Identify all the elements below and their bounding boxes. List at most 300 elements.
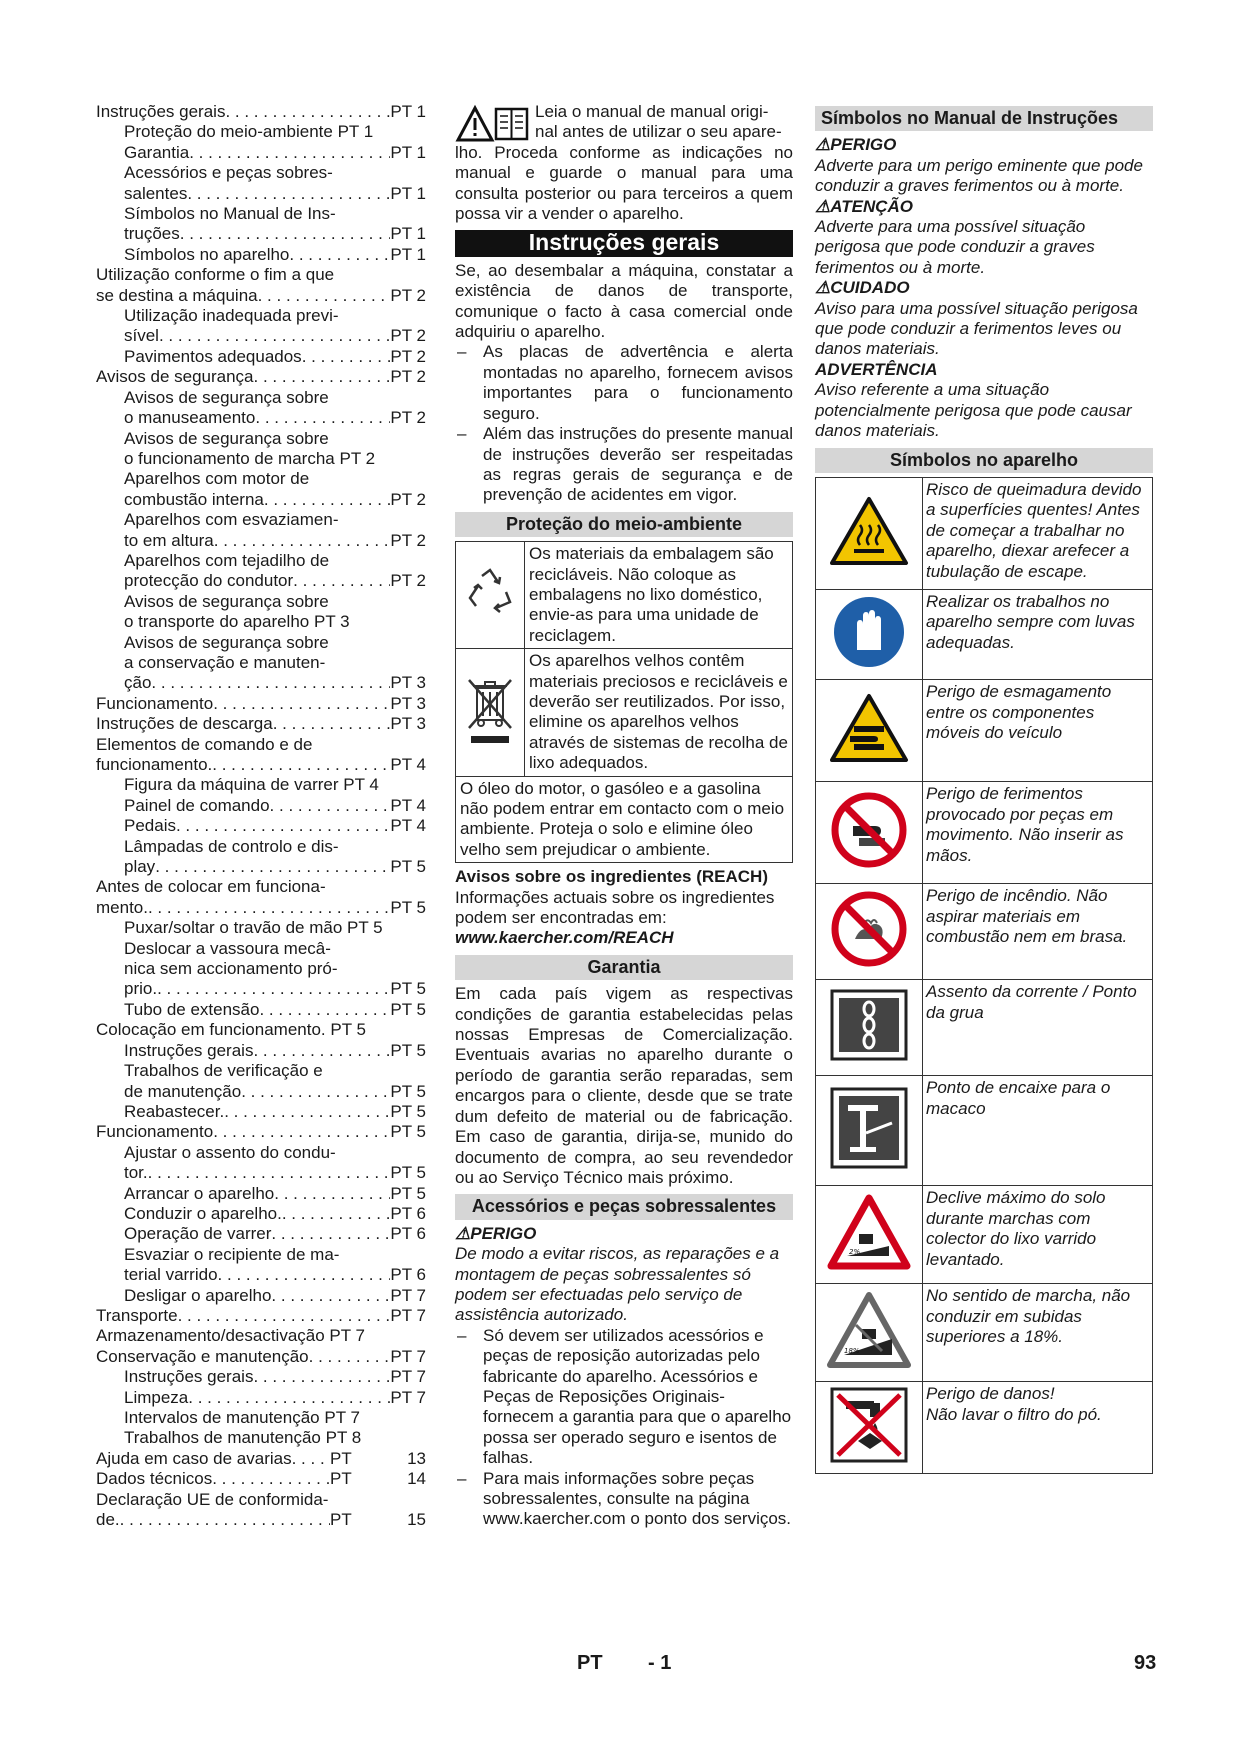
toc-entry[interactable]	[96, 1041, 426, 1061]
footer-language: PT	[577, 1652, 603, 1674]
table-row	[456, 542, 793, 649]
toc-entry[interactable]	[96, 1245, 426, 1265]
toc-entry-text: Limpeza	[124, 1387, 189, 1407]
toc-entry-page: PT 5	[390, 897, 426, 917]
toc-dot-leader	[189, 143, 390, 163]
manual-note-line1: Leia o manual de manual origi-	[535, 102, 769, 121]
toc-entry-page: PT 5	[347, 918, 383, 938]
toc-entry-text: Instruções de descarga	[96, 714, 273, 734]
toc-entry-text: Declaração UE de conformida-	[96, 1489, 329, 1509]
section-heading-manual-symbols: Símbolos no Manual de Instruções	[815, 106, 1153, 131]
toc-entry-page: PT	[330, 1448, 352, 1468]
toc-entry[interactable]	[96, 898, 426, 918]
reach-text: Informações actuais sobre os ingredientes podem ser encontradas em:	[455, 887, 775, 928]
toc-entry[interactable]	[96, 1306, 426, 1326]
toc-entry[interactable]	[96, 877, 426, 897]
toc-entry-text: Pedais	[124, 816, 176, 836]
device-symbol-text: Ponto de encaixe para o macaco	[923, 1076, 1153, 1186]
toc-entry-text: Conservação e manutenção	[96, 1346, 309, 1366]
toc-entry-text: Símbolos no Manual de Ins-	[124, 204, 336, 224]
symbol-title-caution: ⚠CUIDADO	[815, 278, 910, 298]
footer-page-code: - 1	[648, 1652, 672, 1674]
crushing-hand-warning-icon	[828, 692, 910, 764]
no-hands-icon	[829, 790, 909, 870]
toc-dot-leader	[302, 347, 391, 367]
toc-entry[interactable]	[96, 286, 426, 306]
reach-title: Avisos sobre os ingredientes (REACH)	[455, 867, 768, 887]
environment-text-1: Os materiais da embalagem são recicláveis. Não coloque as embalagens no lixo doméstico, envie-as para uma unidade de reciclagem.	[525, 542, 793, 649]
toc-dot-leader	[188, 1388, 390, 1408]
toc-entry-text: Puxar/soltar o travão de mão	[124, 918, 343, 938]
symbol-text-caution: Aviso para uma possível situação perigosa que pode conduzir a ferimentos leves ou danos materiais.	[815, 298, 1138, 359]
toc-entry[interactable]	[96, 122, 426, 142]
toc-entry-text: sível	[124, 326, 159, 346]
toc-dot-leader	[259, 1000, 390, 1020]
toc-entry[interactable]	[96, 1469, 426, 1489]
toc-entry[interactable]	[96, 673, 426, 693]
section-heading-general: Instruções gerais	[455, 230, 793, 256]
toc-entry[interactable]	[96, 1143, 426, 1163]
toc-entry[interactable]	[96, 1020, 426, 1040]
toc-entry-text: Trabalhos de manutenção	[124, 1428, 321, 1448]
toc-entry[interactable]	[96, 1102, 426, 1122]
toc-entry[interactable]	[96, 429, 426, 449]
table-row	[816, 1382, 1153, 1474]
toc-entry-page: PT 5	[390, 857, 426, 877]
toc-entry-text: to em altura	[124, 530, 214, 550]
toc-entry-page: PT 6	[390, 1265, 426, 1285]
toc-entry[interactable]	[96, 1490, 426, 1510]
toc-entry[interactable]	[96, 1388, 426, 1408]
toc-entry-text: terial varrido	[124, 1265, 218, 1285]
toc-entry-text: Conduzir o aparelho.	[124, 1203, 282, 1223]
toc-entry-text: Avisos de segurança sobre	[124, 428, 329, 448]
toc-entry-text: protecção do condutor	[124, 571, 294, 591]
general-intro: Se, ao desembalar a máquina, constatar a existência de danos de transporte, comunique o facto à casa comercial onde adquiriu o aparelho.	[455, 260, 793, 342]
no-washing-filter-icon	[830, 1387, 908, 1463]
toc-entry[interactable]	[96, 1449, 426, 1469]
symbol-title-danger: ⚠PERIGO	[815, 135, 897, 155]
toc-entry-page: PT 5	[390, 999, 426, 1019]
toc-entry[interactable]	[96, 857, 426, 877]
toc-entry-page: PT 7	[390, 1285, 426, 1305]
toc-entry-page: PT 1	[390, 183, 426, 203]
toc-entry[interactable]	[96, 388, 426, 408]
list-item: – Para mais informações sobre peças sobressalentes, consulte na página www.kaercher.com o ponto dos serviços.	[457, 1468, 792, 1529]
toc-entry-text: a conservação e manuten-	[124, 652, 326, 672]
table-row	[816, 884, 1153, 980]
toc-entry-page: PT 2	[390, 571, 426, 591]
toc-entry-page: PT 2	[390, 408, 426, 428]
toc-entry-text: Pavimentos adequados	[124, 346, 302, 366]
toc-entry-text: Desligar o aparelho	[124, 1285, 272, 1305]
toc-entry-text: Lâmpadas de controlo e dis-	[124, 836, 339, 856]
table-row	[816, 477, 1153, 589]
toc-entry[interactable]	[96, 1408, 426, 1428]
toc-entry-text: Instruções gerais	[124, 1040, 254, 1060]
toc-entry-page-number: 13	[407, 1448, 426, 1468]
toc-entry[interactable]	[96, 714, 426, 734]
toc-dot-leader	[214, 531, 391, 551]
toc-entry-text: salentes	[124, 183, 188, 203]
toc-entry-page: PT 7	[390, 1305, 426, 1325]
toc-entry-text: o manuseamento	[124, 408, 256, 428]
toc-entry-text: Símbolos no aparelho	[124, 244, 290, 264]
table-row	[816, 1186, 1153, 1284]
toc-entry-page: PT 1	[390, 224, 426, 244]
toc-entry[interactable]	[96, 1082, 426, 1102]
toc-entry[interactable]	[96, 775, 426, 795]
toc-entry-page: PT 3	[390, 693, 426, 713]
toc-entry-page: PT 7	[390, 1387, 426, 1407]
toc-entry[interactable]	[96, 735, 426, 755]
toc-entry-page: PT 1	[390, 102, 426, 121]
toc-entry-page: PT 7	[390, 1367, 426, 1387]
toc-entry-text: Acessórios e peças sobres-	[124, 163, 333, 183]
toc-entry-text: Avisos de segurança sobre	[124, 387, 329, 407]
toc-dot-leader	[180, 224, 391, 244]
toc-dot-leader	[253, 1367, 390, 1387]
toc-entry[interactable]	[96, 490, 426, 510]
toc-dot-leader	[271, 1286, 390, 1306]
danger-text: De modo a evitar riscos, as reparações e a montagem de peças sobressalentes só podem ser efectuadas pelo serviço de assistência autorizado.	[455, 1244, 780, 1325]
reach-link[interactable]: www.kaercher.com/REACH	[455, 928, 674, 948]
toc-dot-leader	[270, 796, 391, 816]
symbol-text-notice: Aviso referente a uma situação potencialmente perigosa que pode causar danos materiais.	[815, 380, 1132, 441]
toc-entry[interactable]	[96, 1000, 426, 1020]
toc-entry-page: PT 7	[390, 1346, 426, 1366]
toc-entry-page: PT 5	[390, 1122, 426, 1142]
table-row	[816, 589, 1153, 679]
toc-entry-text: Trabalhos de verificação e	[124, 1061, 323, 1081]
toc-dot-leader	[218, 1265, 391, 1285]
toc-entry-text: o funcionamento de marcha	[124, 448, 335, 468]
table-row	[816, 680, 1153, 782]
toc-entry-page: PT 4	[390, 816, 426, 836]
toc-entry-page: PT 1	[390, 142, 426, 162]
toc-dot-leader	[258, 286, 391, 306]
device-symbol-text: Perigo de ferimentos provocado por peças em movimento. Não inserir as mãos.	[923, 782, 1153, 884]
toc-entry[interactable]	[96, 959, 426, 979]
toc-dot-leader	[271, 1224, 390, 1244]
device-symbol-text: No sentido de marcha, não conduzir em subidas superiores a 18%.	[923, 1284, 1153, 1382]
device-symbol-text: Perigo de danos! Não lavar o filtro do pó.	[923, 1382, 1153, 1474]
device-symbol-text: Declive máximo do solo durante marchas com colector do lixo varrido levantado.	[923, 1186, 1153, 1284]
toc-entry[interactable]	[96, 1224, 426, 1244]
table-of-contents	[96, 102, 426, 1530]
toc-entry-page: PT 2	[390, 367, 426, 387]
toc-entry-page: PT 4	[390, 795, 426, 815]
toc-dot-leader	[151, 673, 390, 693]
toc-entry[interactable]	[96, 1428, 426, 1448]
device-symbol-text: Realizar os trabalhos no aparelho sempre com luvas adequadas.	[923, 589, 1153, 679]
symbol-title-warning: ⚠ATENÇÃO	[815, 196, 914, 216]
toc-entry-text: Funcionamento	[96, 693, 214, 713]
device-symbol-text: Risco de queimadura devido a superfícies quentes! Antes de começar a trabalhar no aparelho, diexar arefecer a tubulação de escape.	[923, 477, 1153, 589]
toc-entry-text: combustão interna	[124, 489, 264, 509]
device-symbol-text: Perigo de incêndio. Não aspirar materiais em combustão nem em brasa.	[923, 884, 1153, 980]
jack-point-icon	[830, 1087, 908, 1169]
toc-entry[interactable]	[96, 184, 426, 204]
table-row	[456, 776, 793, 863]
toc-entry-text: Instruções gerais	[124, 1367, 254, 1387]
chain-lift-point-icon	[830, 989, 908, 1061]
toc-entry-page: PT 2	[339, 448, 376, 468]
list-item: – As placas de advertência e alerta montadas no aparelho, fornecem avisos importantes para o funcionamento seguro.	[457, 342, 793, 423]
toc-entry-text: Utilização conforme o fim a que	[96, 265, 335, 285]
toc-dot-leader	[254, 367, 391, 387]
toc-entry-text: Avisos de segurança sobre	[124, 632, 329, 652]
toc-entry[interactable]	[96, 1061, 426, 1081]
toc-entry-text: Intervalos de manutenção	[124, 1408, 320, 1427]
toc-entry-text: Utilização inadequada previ-	[124, 306, 339, 326]
toc-entry-page: PT 3	[390, 714, 426, 734]
toc-entry[interactable]	[96, 653, 426, 673]
toc-entry[interactable]	[96, 1184, 426, 1204]
toc-entry[interactable]	[96, 163, 426, 183]
toc-entry[interactable]	[96, 979, 426, 999]
toc-entry-text: tor.	[124, 1163, 148, 1183]
toc-entry-page: PT 5	[390, 1101, 426, 1121]
toc-dot-leader	[212, 1469, 330, 1489]
toc-entry-text: play	[124, 857, 156, 877]
toc-entry[interactable]	[96, 224, 426, 244]
table-row	[816, 1284, 1153, 1382]
toc-entry-text: nica sem accionamento pró-	[124, 959, 338, 979]
device-symbol-text: Assento da corrente / Ponto da grua	[923, 980, 1153, 1076]
toc-dot-leader	[187, 184, 390, 204]
toc-entry-text: Instruções gerais	[96, 102, 226, 121]
toc-entry[interactable]	[96, 408, 426, 428]
column-right	[815, 102, 1153, 1474]
toc-entry-text: o transporte do aparelho	[124, 612, 310, 632]
toc-entry[interactable]	[96, 245, 426, 265]
toc-entry-text: de.	[96, 1510, 120, 1530]
toc-entry[interactable]	[96, 633, 426, 653]
toc-entry[interactable]	[96, 1286, 426, 1306]
section-heading-environment: Proteção do meio-ambiente	[455, 512, 793, 537]
toc-entry-page: PT 6	[390, 1203, 426, 1223]
toc-entry[interactable]	[96, 1347, 426, 1367]
symbol-text-danger: Adverte para um perigo eminente que pode conduzir a graves ferimentos ou à morte.	[815, 155, 1143, 196]
toc-entry-page: PT 5	[390, 1163, 426, 1183]
toc-entry-page: PT 1	[337, 122, 374, 142]
toc-dot-leader	[148, 1163, 391, 1183]
toc-dot-leader	[178, 1306, 391, 1326]
toc-dot-leader	[157, 979, 390, 999]
toc-entry-text: Colocação em funcionamento.	[96, 1020, 326, 1040]
toc-dot-leader	[273, 714, 391, 734]
section-heading-accessories: Acessórios e peças sobressalentes	[455, 1194, 793, 1219]
toc-dot-leader	[282, 1204, 391, 1224]
toc-entry[interactable]	[96, 1204, 426, 1224]
toc-entry-text: Elementos de comando e de	[96, 734, 313, 754]
toc-entry-text: ção	[124, 673, 152, 693]
toc-dot-leader	[255, 408, 390, 428]
toc-dot-leader	[155, 857, 390, 877]
toc-entry-page: PT 5	[390, 979, 426, 999]
toc-entry[interactable]	[96, 837, 426, 857]
toc-entry[interactable]	[96, 612, 426, 632]
manual-note	[455, 102, 793, 224]
toc-entry-page: PT 7	[324, 1408, 360, 1427]
toc-entry-text: Funcionamento	[96, 1122, 214, 1142]
device-symbols-table	[815, 477, 1153, 1474]
no-uphill-warning-icon	[826, 1291, 912, 1369]
toc-entry[interactable]	[96, 367, 426, 387]
toc-entry-page: PT 7	[329, 1326, 366, 1346]
toc-entry-text: truções	[124, 224, 180, 244]
toc-dot-leader	[213, 1122, 390, 1142]
symbol-text-warning: Adverte para uma possível situação perigosa que pode conduzir a graves ferimentos ou à morte.	[815, 217, 1095, 277]
symbol-title-notice: ADVERTÊNCIA	[815, 359, 938, 379]
toc-dot-leader	[253, 1041, 390, 1061]
hot-surface-warning-icon	[828, 495, 910, 567]
toc-entry-text: Dados técnicos	[96, 1469, 213, 1489]
toc-entry[interactable]	[96, 1326, 426, 1346]
toc-entry-text: se destina a máquina	[96, 285, 258, 305]
manual-note-text: lho. Proceda conforme as indicações no manual e guarde o manual para uma consulta posterior ou para terceiros a quem possa vir a vender o aparelho.	[455, 142, 793, 224]
toc-entry-page-number: 15	[407, 1510, 426, 1530]
recycle-icon	[464, 566, 516, 618]
toc-entry[interactable]	[96, 592, 426, 612]
toc-entry[interactable]	[96, 1265, 426, 1285]
column-middle	[455, 102, 793, 1530]
toc-dot-leader	[292, 1449, 330, 1469]
toc-entry-text: funcionamento.	[96, 755, 213, 774]
toc-entry[interactable]	[96, 816, 426, 836]
toc-dot-leader	[309, 1347, 391, 1367]
toc-entry[interactable]	[96, 1163, 426, 1183]
table-row	[816, 782, 1153, 884]
toc-entry-text: prio.	[124, 979, 158, 999]
toc-entry[interactable]	[96, 469, 426, 489]
footer-page-number: 93	[1134, 1652, 1157, 1674]
toc-entry-text: Proteção do meio-ambiente	[124, 122, 333, 142]
section-heading-warranty: Garantia	[455, 955, 793, 980]
toc-entry-text: Antes de colocar em funciona-	[96, 877, 326, 897]
toc-entry-text: Ajustar o assento do condu-	[124, 1142, 336, 1162]
table-row	[816, 980, 1153, 1076]
toc-dot-leader	[241, 1082, 390, 1102]
toc-entry-page: PT 2	[390, 489, 426, 509]
toc-entry-text: Aparelhos com tejadilho de	[124, 550, 330, 570]
slope-label: 18%	[844, 1347, 860, 1356]
toc-entry-page: PT 4	[390, 755, 426, 774]
table-row	[816, 1076, 1153, 1186]
toc-entry[interactable]	[96, 571, 426, 591]
manual-note-line2: nal antes de utilizar o seu apare-	[535, 122, 782, 142]
toc-entry[interactable]	[96, 449, 426, 469]
toc-dot-leader	[224, 1102, 390, 1122]
toc-dot-leader	[148, 898, 390, 918]
toc-entry[interactable]	[96, 102, 426, 122]
toc-entry[interactable]	[96, 204, 426, 224]
toc-entry-page: PT 1	[390, 244, 426, 264]
toc-entry-text: Ajuda em caso de avarias	[96, 1448, 292, 1468]
toc-entry-text: Transporte	[96, 1305, 178, 1325]
toc-entry[interactable]	[96, 306, 426, 326]
toc-entry[interactable]	[96, 531, 426, 551]
toc-entry-text: Operação de varrer	[124, 1224, 272, 1244]
toc-entry-page: PT 8	[325, 1428, 362, 1448]
toc-entry-text: Armazenamento/desactivação	[96, 1326, 325, 1346]
toc-entry[interactable]	[96, 796, 426, 816]
toc-entry[interactable]	[96, 265, 426, 285]
toc-entry[interactable]	[96, 1367, 426, 1387]
toc-entry-text: de manutenção	[124, 1081, 242, 1101]
toc-entry-text: Avisos de segurança sobre	[124, 591, 329, 611]
toc-entry[interactable]	[96, 694, 426, 714]
toc-entry-text: Aparelhos com esvaziamen-	[124, 510, 339, 530]
toc-entry[interactable]	[96, 326, 426, 346]
toc-entry-text: Reabastecer.	[124, 1101, 225, 1121]
toc-entry-text: mento.	[96, 897, 148, 917]
toc-entry[interactable]	[96, 939, 426, 959]
toc-dot-leader	[212, 755, 390, 775]
toc-entry-page: PT 4	[343, 775, 379, 795]
toc-entry-text: Arrancar o aparelho	[124, 1183, 275, 1203]
toc-entry-page: PT	[330, 1510, 352, 1530]
toc-dot-leader	[120, 1510, 330, 1530]
environment-text-2: Os aparelhos velhos contêm materiais preciosos e recicláveis e deverão ser reutilizados. Por isso, elimine os aparelhos velhos através de sistemas de recolha de lixo adequados.	[525, 649, 793, 776]
toc-dot-leader	[225, 102, 390, 122]
crossed-bin-icon	[465, 674, 515, 746]
toc-entry-text: Avisos de segurança	[96, 367, 254, 387]
toc-dot-leader	[159, 326, 390, 346]
wear-gloves-icon	[831, 594, 907, 670]
toc-entry-page: PT 2	[390, 530, 426, 550]
slope-label: 2%	[849, 1248, 861, 1257]
device-symbol-text: Perigo de esmagamento entre os componentes móveis do veículo	[923, 680, 1153, 782]
toc-entry-text: Figura da máquina de varrer	[124, 775, 339, 795]
toc-entry[interactable]	[96, 143, 426, 163]
list-item: – Só devem ser utilizados acessórios e peças de reposição autorizadas pelo fabricante do aparelho. Acessórios e Peças de Reposições Originais-fornecem a garantia para que o aparelho possa ser operado seguro e isentos de falhas.	[457, 1325, 792, 1468]
toc-dot-leader	[264, 490, 391, 510]
toc-dot-leader	[274, 1184, 390, 1204]
toc-entry[interactable]	[96, 1510, 426, 1530]
table-row	[456, 649, 793, 776]
toc-entry-page: PT 2	[390, 285, 426, 305]
toc-entry-text: Tubo de extensão	[124, 999, 260, 1019]
toc-entry[interactable]	[96, 1122, 426, 1142]
toc-entry-page: PT 3	[390, 673, 426, 693]
toc-dot-leader	[213, 694, 390, 714]
section-heading-device-symbols: Símbolos no aparelho	[815, 448, 1153, 473]
toc-entry-text: Esvaziar o recipiente de ma-	[124, 1244, 340, 1264]
toc-entry-page: PT 5	[390, 1183, 426, 1203]
read-manual-icon	[455, 104, 529, 142]
list-item: – Além das instruções do presente manual de instruções deverão ser respeitadas as regras gerais de segurança e de prevenção de acidentes em vigor.	[457, 424, 793, 505]
toc-entry[interactable]	[96, 755, 426, 775]
toc-entry[interactable]	[96, 918, 426, 938]
toc-entry[interactable]	[96, 551, 426, 571]
toc-entry[interactable]	[96, 510, 426, 530]
toc-entry-page: PT 5	[390, 1040, 426, 1060]
environment-table	[455, 541, 793, 863]
max-slope-warning-icon	[827, 1194, 911, 1270]
toc-entry-text: Aparelhos com motor de	[124, 469, 310, 489]
toc-entry-page: PT	[330, 1469, 352, 1489]
toc-entry-page: PT 5	[330, 1020, 366, 1040]
toc-entry-page-number: 14	[407, 1469, 426, 1489]
danger-title: ⚠PERIGO	[455, 1223, 537, 1243]
warranty-text: Em cada país vigem as respectivas condições de garantia estabelecidas pelas nossas Empresas de Comercialização. Eventuais avarias no aparelho durante o período de garantia serão reparadas, sem encargos para o cliente, desde que se trate dum defeito de material ou de fabricação. Em caso de garantia, dirija-se, munido do documento de compra, ao seu revendedor ou ao Serviço Técnico mais próximo.	[455, 984, 793, 1187]
toc-entry-page: PT 6	[390, 1224, 426, 1244]
toc-entry[interactable]	[96, 347, 426, 367]
no-burning-material-icon	[829, 889, 909, 969]
toc-dot-leader	[176, 816, 390, 836]
